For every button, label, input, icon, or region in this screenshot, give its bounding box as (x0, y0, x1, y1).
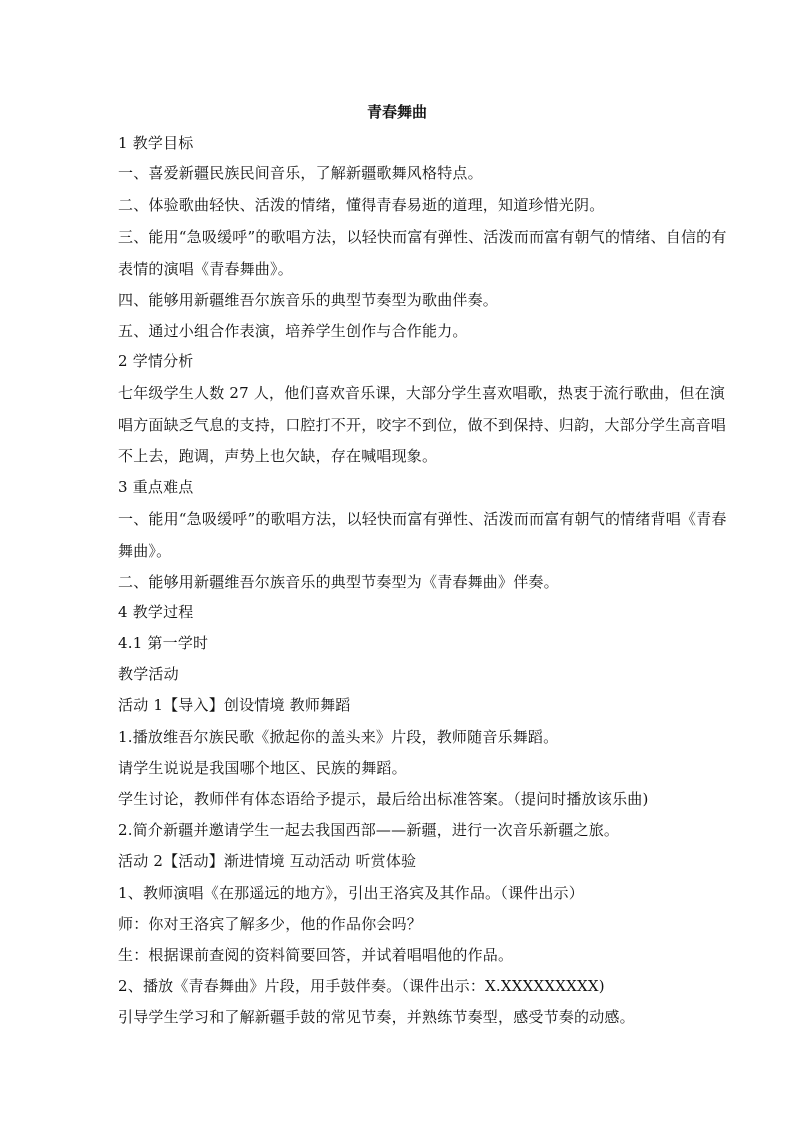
paragraph-line: 二、体验歌曲轻快、活泼的情绪，懂得青春易逝的道理，知道珍惜光阴。 (118, 196, 605, 214)
paragraph-line: 2.简介新疆并邀请学生一起去我国西部——新疆，进行一次音乐新疆之旅。 (118, 821, 620, 839)
paragraph-line: 教学活动 (118, 665, 179, 683)
paragraph-line: 舞曲》。 (118, 542, 172, 560)
paragraph-line: 1.播放维吾尔族民歌《掀起你的盖头来》片段，教师随音乐舞蹈。 (118, 728, 559, 746)
activity-heading: 活动 1【导入】创设情境 教师舞蹈 (118, 696, 351, 714)
section-heading-learner-analysis: 2 学情分析 (118, 352, 194, 370)
paragraph-line: 七年级学生人数 27 人，他们喜欢音乐课，大部分学生喜欢唱歌，热衷于流行歌曲，但在演 (118, 384, 726, 402)
section-heading-key-points: 3 重点难点 (118, 478, 194, 496)
paragraph-line: 表情的演唱《青春舞曲》。 (118, 260, 293, 278)
paragraph-line: 唱方面缺乏气息的支持，口腔打不开，咬字不到位，做不到保持、归韵，大部分学生高音唱 (118, 416, 727, 434)
paragraph-line: 2、播放《青春舞曲》片段，用手鼓伴奏。（课件出示：X.XXXXXXXXX) (118, 977, 605, 995)
paragraph-line: 一、能用“急吸缓呼”的歌唱方法，以轻快而富有弹性、活泼而而富有朝气的情绪背唱《青春 (118, 510, 727, 528)
paragraph-line: 五、通过小组合作表演，培养学生创作与合作能力。 (118, 322, 468, 340)
paragraph-line: 三、能用“急吸缓呼”的歌唱方法，以轻快而富有弹性、活泼而而富有朝气的情绪、自信的有 (118, 228, 727, 246)
paragraph-line: 二、能够用新疆维吾尔族音乐的典型节奏型为《青春舞曲》伴奏。 (118, 573, 559, 591)
activity-heading: 活动 2【活动】渐进情境 互动活动 听赏体验 (118, 852, 417, 870)
paragraph-line: 1、教师演唱《在那遥远的地方》，引出王洛宾及其作品。（课件出示） (118, 884, 584, 902)
paragraph-line: 师：你对王洛宾了解多少，他的作品你会吗？ (118, 915, 423, 933)
paragraph-line: 学生讨论，教师伴有体态语给予提示，最后给出标准答案。（提问时播放该乐曲) (118, 790, 649, 808)
paragraph-line: 引导学生学习和了解新疆手鼓的常见节奏，并熟练节奏型，感受节奏的动感。 (118, 1008, 635, 1026)
paragraph-line: 请学生说说是我国哪个地区、民族的舞蹈。 (118, 759, 407, 777)
document-title: 青春舞曲 (366, 103, 427, 121)
paragraph-line: 四、能够用新疆维吾尔族音乐的典型节奏型为歌曲伴奏。 (118, 291, 499, 309)
section-heading-teaching-process: 4 教学过程 (118, 603, 194, 621)
subsection-heading: 4.1 第一学时 (118, 634, 209, 652)
paragraph-line: 一、喜爱新疆民族民间音乐，了解新疆歌舞风格特点。 (118, 164, 483, 182)
section-heading-teaching-goals: 1 教学目标 (118, 134, 194, 152)
paragraph-line: 生：根据课前查阅的资料简要回答，并试着唱唱他的作品。 (118, 946, 514, 964)
paragraph-line: 不上去，跑调，声势上也欠缺，存在喊唱现象。 (118, 447, 438, 465)
